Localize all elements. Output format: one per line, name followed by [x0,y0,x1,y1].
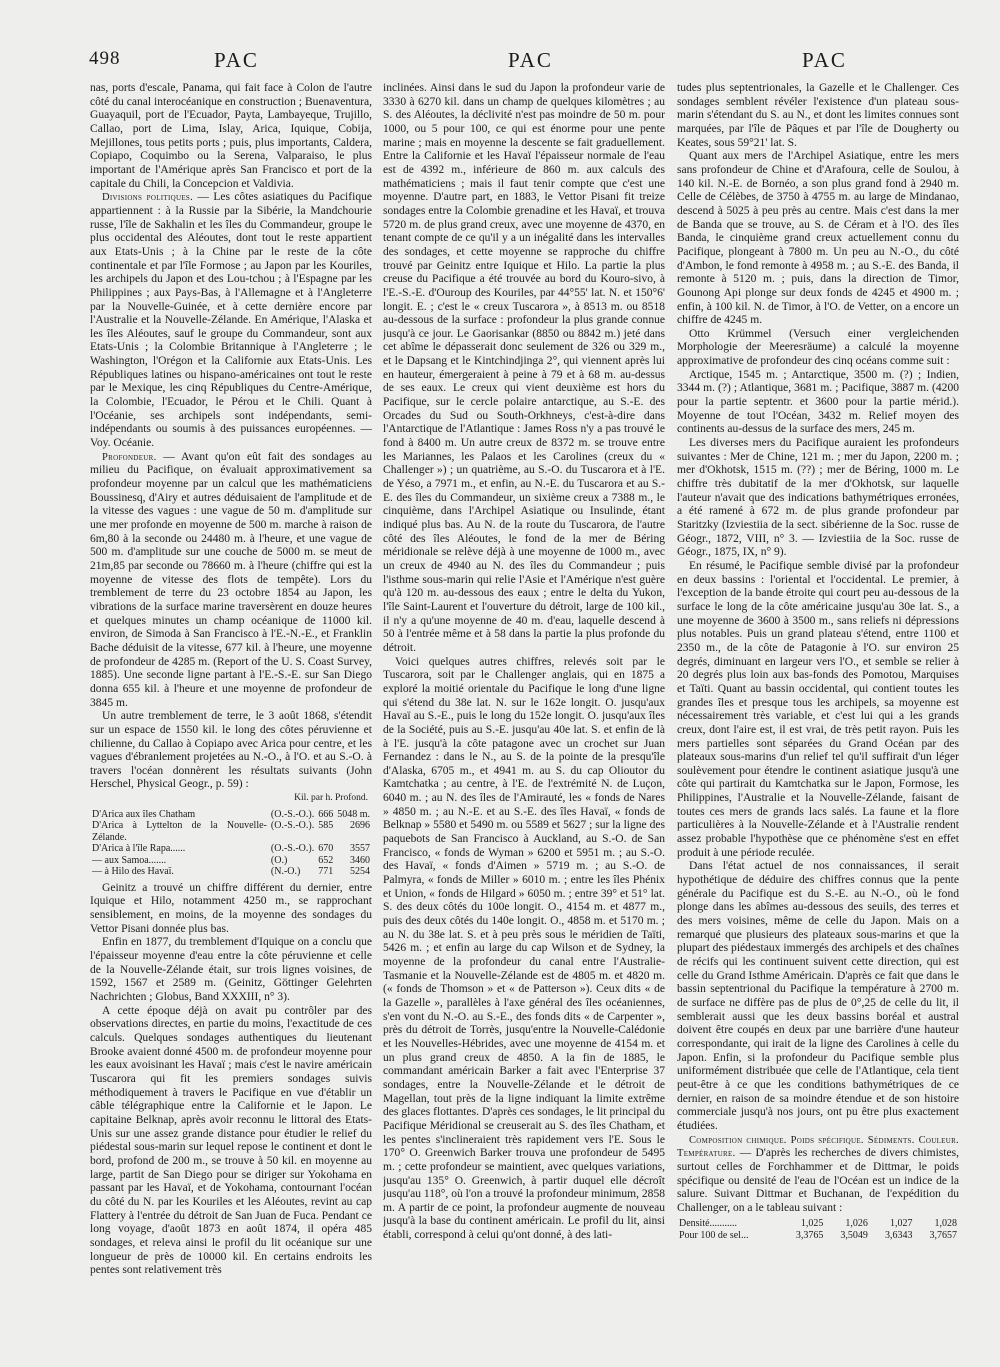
table-cell: (O.-S.-O.). [270,808,315,820]
table-cell: — à Hilo des Havaï. [92,866,174,878]
table-cell: 652 [318,854,334,866]
table-cell: 3,6343 [884,1229,913,1241]
table-row [677,1230,959,1242]
table-cell: Densité........... [679,1218,738,1230]
paragraph [90,191,372,450]
density-table [677,1218,959,1241]
table-row [677,1218,959,1230]
text-column-2 [383,82,665,1357]
paragraph-text: — D'après les recherches de divers chimistes, surtout celles de Forchhammer et de Dittmar, le poids spécifique ou densité de l'eau de l'Océan est un indice de la salure. Suivant Dittmar et Buchanan, de l'expédition du Challenger, on a le tableau suivant : [677,1147,959,1214]
paragraph: Un autre tremblement de terre, le 3 août 1868, s'étendit sur un espace de 1550 kil. le long des côtes péruvienne et chilienne, du Callao à Copiapo avec Arica pour centre, et les vagues d'ébranlement projetées au N.-O., à l'O. et au S.-O. à travers l'océan donnèrent les résultats suivants (John Herschel, Physical Geogr., p. 59) : [90,710,372,791]
table-cell: (O.-S.-O.). [270,820,315,832]
paragraph: tudes plus septentrionales, la Gazelle et le Challenger. Ces sondages semblent révéler l'existence d'un plateau sous-marin s'étendant du S. au N., et dont les limites connues sont marquées, par l'île de Pâques et par l'île de Dougherty ou Keates, sous 59°21' lat. S. [677,82,959,149]
table-cell: 2696 [350,820,370,832]
paragraph: Les diverses mers du Pacifique auraient les profondeurs suivantes : Mer de Chine, 121 m. ; mer du Japon, 2200 m. ; mer d'Okhotsk, 1515 m. (??) ; mer de Béring, 1000 m. Le chiffre très dubitatif de la mer d'Okhotsk, sur laquelle l'auteur n'avait que des indications bathymétriques erronées, a été ramené à 672 m. de plus grande profondeur par Staritzky (Izviestiia de la sect. sibérienne de la Soc. russe de Géogr., 1872, VIII, n° 3. — Izviestiia de la Soc. russe de Géogr., 1875, IX, n° 9). [677,437,959,559]
paragraph: nas, ports d'escale, Panama, qui fait face à Colon de l'autre côté du canal interocéanique en construction ; Buenaventura, Guayaquil, port de l'Ecuador, Payta, Lambayeque, Trujillo, Callao, port de Lima, Islay, Arica, Iquique, Cobija, Mejillones, tous petits ports ; puis, plus importants, Caldera, Copiapo, Coquimbo ou la Serena, Valparaiso, le plus important de l'Amérique après San Francisco et port de la capitale du Chili, la Concepcion et Valdivia. [90,82,372,190]
paragraph: Arctique, 1545 m. ; Antarctique, 3500 m. (?) ; Indien, 3344 m. (?) ; Atlantique, 3681 m. ; Pacifique, 3887 m. (4200 pour la partie septentr. et 3600 pour la partie mérid.). Moyenne de tout l'Océan, 3432 m. Relief moyen des continents au-dessus de la surface des mers, 245 m. [677,368,959,436]
table-cell: 3,7657 [929,1229,957,1241]
paragraph: En résumé, le Pacifique semble divisé par la profondeur en deux bassins : l'oriental et l'occidental. Le premier, à l'exception de la bande étroite qui court peu au-dessous de la surface le long de la côte américaine jusqu'au 30e lat. S., a une moyenne de 3600 à 3500 m., sans reliefs ni dépressions plus notables. Puis un grand plateau s'étend, entre 1100 et 2350 m., de la côte de Patagonie à l'O. sur environ 25 degrés, diminuant en largeur vers l'O., et semble se relier à 20 degrés plus loin aux bas-fonds des Pomotou, Marquises et Taïti. Quant au bassin occidental, qui contient toutes les grandes îles et presque tous les archipels, sa moyenne est nécessairement très variable, et c'est lui qui a les grands creux, dont l'aire est, il est vrai, de très petit rayon. Puis les mers partielles sont séparées du Grand Océan par des plateaux sous-marins d'un relief tel qu'il suffirait d'un léger soulèvement pour étendre le continent asiatique jusqu'à une côte qui partirait du Kamtchatka sur le Japon, Formose, les Philippines, l'Australie et la Nouvelle-Zélande, faisant de toutes ces mers de grands lacs salés. La faune et la flore particulières à la Nouvelle-Zélande et à l'Australie rendent assez probable l'hypothèse que ce phénomène s'est en effet produit à une période reculée. [677,559,959,859]
table-cell: D'Arica à l'île Rapa...... [92,843,186,855]
section-heading: Divisions politiques. [102,192,194,204]
running-head-right: PAC [802,48,847,72]
table-row [90,809,372,821]
paragraph: Quant aux mers de l'Archipel Asiatique, entre les mers sans profondeur de Chine et d'Arafoura, celle de Soulou, à 140 kil. N.-E. de Bornéo, a son plus grand fond à 2940 m. Celle de Célèbes, de 3750 à 4755 m. au large de Mindanao, descend à 5025 à peu près au centre. Mais c'est dans la mer de Banda que se trouve, au S. de Céram et à l'O. des îles Banda, le cinquième grand creux actuellement connu du Pacifique, plongeant à 7800 m. Un peu au N.-O., du côté d'Ambon, le fond remonte à 4958 m. ; au S.-E. des Banda, il remonte à 5120 m. ; puis, dans la direction de Timor, Gounong Api plonge sur deux fonds de 4245 et 4900 m. ; enfin, à 100 kil. N. de Timor, à l'O. de Vetter, on a encore un chiffre de 4245 m. [677,150,959,327]
text-column-3 [677,82,959,1357]
table-cell: 5254 [350,866,370,878]
paragraph: Voici quelques autres chiffres, relevés soit par le Tuscarora, soit par le Challenger anglais, qui en 1875 a exploré la moitié orientale du Pacifique le long d'une ligne qui s'étend du 38e lat. N. sur le 162e longit. O. jusqu'aux Havaï au S.-E., puis le long du 152e longit. O. jusqu'aux îles de la Société, puis au S.-E. jusqu'au 40e lat. S. et enfin de là à l'E. jusqu'à la côte patagone avec un crochet sur Juan Fernandez : dans le N., au S. de la pointe de la presqu'île d'Alaska, 6705 m., et 4941 m. au S. du cap Olioutor du Kamtchatka ; au centre, à l'E. de l'extrémité N. de Luçon, 6040 m. ; au N. des îles de l'Amirauté, les « fonds de Nares » 4850 m. ; au N.-E. et au S.-E. des îles Havaï, « fonds de Belknap » 5580 et 5490 m. ou 5589 et 5627 ; sur la ligne des paquebots de San Francisco à Auckland, au S.-O. de San Francisco, « fonds de Wyman » 6200 et 5951 m. ; au S.-O. des Havaï, « fonds d'Aimen » 5719 m. ; au S.-O. de Palmyra, « fonds de Miller » 6010 m. ; entre les îles Phénix et Union, « fonds de Hilgard » 6050 m. ; entre 39° et 51° lat. S. des deux côtés du 100e longit. O., 4154 m. et 4877 m., puis des deux côtés du 140e longit. O., 4858 m. et 5170 m. ; au N. du 38e lat. S. et à peu près sous le méridien de Taïti, 5426 m. ; et enfin au large du cap Wilson et de Sydney, la moyenne de la profondeur du canal entre l'Australie-Tasmanie et la Nouvelle-Zélande est de 4805 m. et 4820 m. (« fonds de Thomson » et « de Patterson »). Ceux dits « de la Gazelle », parallèles à l'axe général des îles océaniennes, s'en vont du N.-O. au S.-E., des fonds dits « de Carpenter », près du détroit de Torrès, jusqu'entre la Nouvelle-Calédonie et les Nouvelles-Hébrides, avec une moyenne de 4154 m. et un plus grand creux de 4850. A la fin de 1885, le commandant américain Barker a fait avec l'Enterprise 37 sondages, entre la Nouvelle-Zélande et le détroit de Magellan, tout près de la ligne indiquant la limite extrême des glaces flottantes. D'après ces sondages, le lit principal du Pacifique Méridional se creuserait au S. des îles Chatham, et les pentes s'inclineraient très rapidement vers l'E. Sous le 170° O. Greenwich Barker trouva une profondeur de 5495 m. ; cette profondeur se maintient, avec quelques variations, jusqu'au 135° O. Greenwich, à partir duquel elle décroît jusqu'au 118°, où l'on a trouvé la profondeur minimum, 2858 m. A partir de ce point, la profondeur augmente de nouveau jusqu'à la base du continent américain. Le profil du lit, ainsi établi, correspond à celui qu'ont donné, à des lati- [383,655,665,1242]
table-cell: (O.-S.-O.). [270,843,315,855]
table-cell: 3557 [350,843,370,855]
section-heading: Composition chimique. Poids spécifique. Sédiments. Couleur. Température. [677,1134,959,1160]
table-cell: 771 [318,866,334,878]
table-header: Kil. par h. Profond. [294,793,368,804]
earthquake-table [90,809,372,878]
table-cell: 1,027 [889,1218,913,1230]
page-header [0,48,1000,78]
table-row [90,855,372,867]
table-cell: 5048 m. [337,808,370,820]
page-number: 498 [89,48,121,69]
table-cell: (O.) [270,854,288,866]
paragraph-text: — Les côtes asiatiques du Pacifique appartiennent : à la Russie par la Sibérie, la Mandchourie russe, l'île de Sakhalin et les îles du Commandeur, groupe le plus occidental des Aléoutes, dont tout le reste appartient aux Etats-Unis ; à la Chine par le reste de la côte continentale et par l'île Formose ; au Japon par les Kouriles, les archipels du Japon et des Lou-tchou ; à l'Espagne par les Philippines ; aux Pays-Bas, à l'Allemagne et à l'Angleterre par la Nouvelle-Guinée, et à cette dernière encore par l'Australie et la Nouvelle-Zélande. En Amérique, l'Alaska et les îles Aléoutes, sauf le groupe du Commandeur, sont aux Etats-Unis ; la Colombie Britannique à l'Angleterre ; le Washington, l'Orégon et la Californie aux Etats-Unis. Les Républiques latines ou hispano-américaines ont tout le reste par le Mexique, les cinq Républiques du Centre-Amérique, la Colombie, l'Ecuador, le Pérou et le Chili. Quant à l'Océanie, ses archipels sont indépendants, semi-indépendants ou soumis à des puissances européennes. — Voy. Océanie. [90,191,372,450]
paragraph: Enfin en 1877, du tremblement d'Iquique on a conclu que l'épaisseur moyenne d'eau entre la côte péruvienne et celle de la Nouvelle-Zélande était, sur trois lignes voisines, de 1592, 1567 et 2589 m. (Geinitz, Göttinger Gelehrten Nachrichten ; Globus, Band XXXIII, n° 3). [90,936,372,1004]
paragraph: A cette époque déjà on avait pu contrôler par des observations directes, en partie du moins, l'exactitude de ces calculs. Quelques sondages authentiques du lieutenant Brooke avaient donné 4500 m. de profondeur moyenne pour les eaux avoisinant les Havaï ; mais c'est le navire américain Tuscarora qui fit les premiers sondages suivis méthodiquement à travers le Pacifique en vue d'établir un câble télégraphique entre la Californie et le Japon. Le capitaine Belknap, après avoir reconnu le littoral des Etats-Unis sur une assez grande distance pour étudier le relief du piédestal sous-marin sur lequel repose le continent et dont le bord, profond de 200 m., se trouve à 50 kil. en moyenne au large, partit de San Diego pour se diriger sur Yokohama en passant par les Havaï, et de Yokohama, contournant l'océan du côté du N. par les Kouriles et les Aléoutes, revint au cap Flattery à l'entrée du détroit de San Juan de Fuca. Pendant ce long voyage, d'août 1873 en août 1874, il opéra 485 sondages, et releva ainsi le profil du lit océanique sur une longueur de près de 10000 kil. En certains endroits les pentes sont relativement très [90,1004,372,1277]
running-head-left: PAC [214,48,259,72]
table-cell: Pour 100 de sel... [679,1229,749,1241]
table-row [90,866,372,878]
section-heading: Profondeur. [102,451,157,463]
text-column-1 [90,82,372,1357]
paragraph: inclinées. Ainsi dans le sud du Japon la profondeur varie de 3330 à 6270 kil. dans un champ de quelques kilomètres ; au S. des Aléoutes, la déclivité n'est pas moindre de 50 m. pour 1000, ou 5 pour 100, ce qui est énorme pour une pente marine ; mais en moyenne la descente se fait graduellement. Entre la Californie et les Havaï l'épaisseur normale de l'eau est de 4392 m., inférieure de 860 m. aux calculs des mathématiciens ; mais il faut tenir compte que c'est une moyenne. D'autre part, en 1883, le Vettor Pisani fit treize sondages entre la Colombie grenadine et les Havaï, et trouva 5720 m. de plus grand creux, avec une moyenne de 4370, en tenant compte de ce qu'il y a un inégalité dans les intervalles des sondages, et cette moyenne se rapproche du chiffre trouvé par Geinitz entre Iquique et Hilo. La partie la plus creuse du Pacifique a été trouvée au bord du Kouro-sivo, à l'E.-S.-E. d'Ouroup des Kouriles, par 44°55' lat. N. et 150°6' longit. E. ; c'est le « creux Tuscarora », à 8513 m. ou 8518 au-dessous de la surface : profondeur la plus grande connue jusqu'à ce jour. Le Gaorisankar (8850 ou 8842 m.) jeté dans cet abîme le dépasserait donc seulement de 326 ou 329 m., et le Dapsang et le Kintchindjinga 2°, qui viennent après lui en hauteur, émergeraient à peine à 79 et à 68 m. au-dessus de ses eaux. Le creux qui vient deuxième est hors du Pacifique, sur le cercle polaire antarctique, au S.-E. des Orcades du Sud ou South-Orkhneys, c'est-à-dire dans l'Antarctique de l'Atlantique : James Ross n'y a pas trouvé le fond à 8400 m. Un autre creux de 8372 m. se trouve entre les Mariannes, les Palaos et les Carolines (creux du « Challenger ») ; un quatrième, au S.-O. du Tuscarora et à l'E. de Yéso, a 7971 m., et enfin, au N.-E. du Tuscarora et au S.-E. des îles du Commandeur, un sixième creux a 7388 m., le cinquième, dans l'Archipel Asiatique ou Insulinde, étant indiqué plus bas. Au N. de la route du Tuscarora, de l'autre côté des îles Aléoutes, le fond de la mer de Béring méridionale se relève déjà à une moyenne de 1000 m., avec un creux de 4940 au N. des îles du Commandeur ; puis l'isthme sous-marin qui relie l'Asie et l'Amérique n'est guère qu'à 120 m. au-dessous des eaux ; entre le delta du Yukon, l'île Saint-Laurent et l'ouverture du détroit, large de 100 kil., il n'y a qu'une moyenne de 40 m. d'eau, laquelle descend à 50 à l'entrée même et à 58 dans la partie la plus profonde du détroit. [383,82,665,654]
table-cell: D'Arica à Lyttelton de la Nouvelle-Zélande. [92,820,267,843]
table-cell: (N.-O.) [270,866,301,878]
table-cell: 670 [318,843,334,855]
table-cell: 3460 [350,854,370,866]
table-cell: 3,3765 [795,1229,824,1241]
table-cell: D'Arica aux îles Chatham [92,808,196,820]
table-row [90,843,372,855]
paragraph: Dans l'état actuel de nos connaissances, il serait hypothétique de déduire des chiffres connus que la pente générale du Pacifique est du S.-E. au N.-O., où le fond plonge dans les abîmes au-dessous des seuils, des terres et des mers voisines, même de celle du Japon. Mais on a remarqué que plusieurs des plateaux sous-marins et que la plupart des piédestaux immergés des archipels et des chaînes de récifs qui les continuent suivent cette direction, qui est celle du Grand Isthme Américain. D'après ce fait que dans le bassin septentrional du Pacifique la température à 2700 m. de surface ne diffère pas de plus de 0°,25 de celle du lit, il semblerait aussi que les deux bassins boréal et austral doivent être coupés en deux par une barrière d'une hauteur correspondante, qui irait de la ligne des Carolines à celle du Japon. Enfin, si la profondeur du Pacifique semble plus uniformément distribuée que celle de l'Atlantique, cela tient peut-être à ce que les conditions bathymétriques de ce dernier, en raison de sa moindre étendue et de son histoire commerciale jusqu'à nos jours, ont pu être plus exactement étudiées. [677,860,959,1132]
table-cell: 1,026 [845,1218,868,1230]
table-cell: 1,025 [800,1218,824,1230]
table-cell: 3,5049 [840,1229,868,1241]
table-cell: 1,028 [934,1218,957,1230]
paragraph [677,1134,959,1216]
paragraph-text: — Avant qu'on eût fait des sondages au milieu du Pacifique, on évaluait approximativement sa profondeur moyenne par un calcul que les mathématiciens Boussinesq, d'Airy et autres déduisaient de l'amplitude et de la vitesse des vagues : une vague de 50 m. d'amplitude sur une mer profonde en moyenne de 500 m. marche à raison de 6m,80 à la seconde ou 24480 m. à l'heure, et une vague de 500 m. d'amplitude sur une couche de 5000 m. se meut de 21m,85 par seconde ou 78660 m. à l'heure (chiffre qui est la moyenne de vitesse des flots de tempête). Lors du tremblement de terre du 23 octobre 1854 au Japon, les vibrations de la surface marine traversèrent en douze heures et quelques minutes un champ océanique de 11000 kil. environ, de Simoda à San Francisco à l'E.-N.-E., et Franklin Bache déduisit de la vitesse, 677 kil. à l'heure, une moyenne de profondeur de 4285 m. (Report of the U. S. Coast Survey, 1885). Une seconde ligne partant à l'E.-S.-E. sur San Diego donna 655 kil. à l'heure et une moyenne de profondeur de 3845 m. [90,450,372,709]
paragraph: Geinitz a trouvé un chiffre différent du dernier, entre Iquique et Hilo, notamment 4250 m., se rapprochant sensiblement, en moins, de la moyenne des sondages du Vettor Pisani donnée plus bas. [90,881,372,935]
running-head-center: PAC [508,48,553,72]
paragraph: Otto Krümmel (Versuch einer vergleichenden Morphologie der Meeresräume) a calculé la moyenne approximative de profondeur des cinq océans comme suit : [677,327,959,368]
paragraph [90,451,372,710]
table-row [90,820,372,843]
table-cell: 666 [318,808,334,820]
table-cell: — aux Samoa....... [92,854,167,866]
table-cell: 585 [318,820,334,832]
